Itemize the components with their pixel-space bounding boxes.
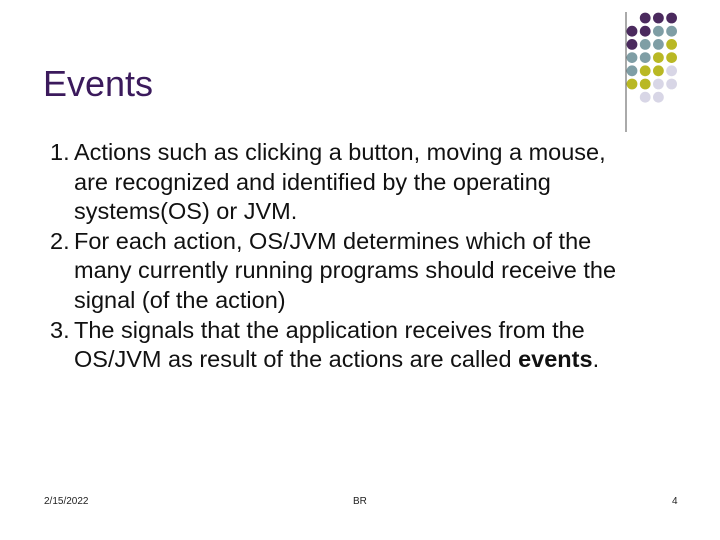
decorative-dot [653, 13, 664, 24]
decorative-dot [666, 65, 677, 76]
item-number: 1. [50, 139, 70, 165]
item-line: are recognized and identified by the operating [74, 168, 551, 195]
item-line: systems(OS) or JVM. [74, 198, 298, 225]
footer-date: 2/15/2022 [44, 496, 89, 507]
item-line: many currently running programs should receive the [74, 257, 617, 284]
decorative-dot [640, 92, 651, 103]
footer-page-number: 4 [672, 496, 678, 507]
list-item-3 [50, 316, 690, 375]
decorative-dot [666, 52, 677, 63]
decorative-dot [627, 26, 638, 37]
slide-body [50, 138, 690, 375]
decorative-dot [653, 26, 664, 37]
decorative-dot [640, 52, 651, 63]
decorative-dot [666, 39, 677, 50]
footer-center: BR [353, 496, 367, 507]
decorative-dot [627, 39, 638, 50]
list-item-2 [50, 227, 690, 316]
item-line: For each action, OS/JVM determines which of the [74, 227, 592, 254]
list-item-1 [50, 138, 690, 227]
decorative-dot [640, 13, 651, 24]
decorative-dot [666, 13, 677, 24]
item-number: 3. [50, 316, 70, 343]
decorative-dot [653, 52, 664, 63]
item-line: Actions such as clicking a button, moving a mouse, [74, 139, 606, 165]
decorative-dot [627, 52, 638, 63]
decorative-dot [627, 65, 638, 76]
decorative-dot [640, 39, 651, 50]
decorative-dot [653, 39, 664, 50]
decorative-dot [640, 65, 651, 76]
decorative-dot [666, 26, 677, 37]
decorative-dot [627, 79, 638, 90]
item-line-text: OS/JVM as result of the actions are called [74, 346, 519, 373]
item-trailing: . [592, 346, 600, 373]
decorative-dot [653, 79, 664, 90]
item-line [74, 345, 690, 375]
decorative-dot [640, 26, 651, 37]
decorative-dot [653, 92, 664, 103]
decorative-dot [653, 65, 664, 76]
slide-title: Events [43, 63, 154, 104]
item-line: signal (of the action) [74, 286, 286, 313]
decorative-dot [666, 79, 677, 90]
item-number: 2. [50, 227, 70, 254]
decorative-dot [640, 79, 651, 90]
item-line: The signals that the application receives from the [74, 316, 585, 343]
emphasis-events: events [518, 346, 593, 373]
